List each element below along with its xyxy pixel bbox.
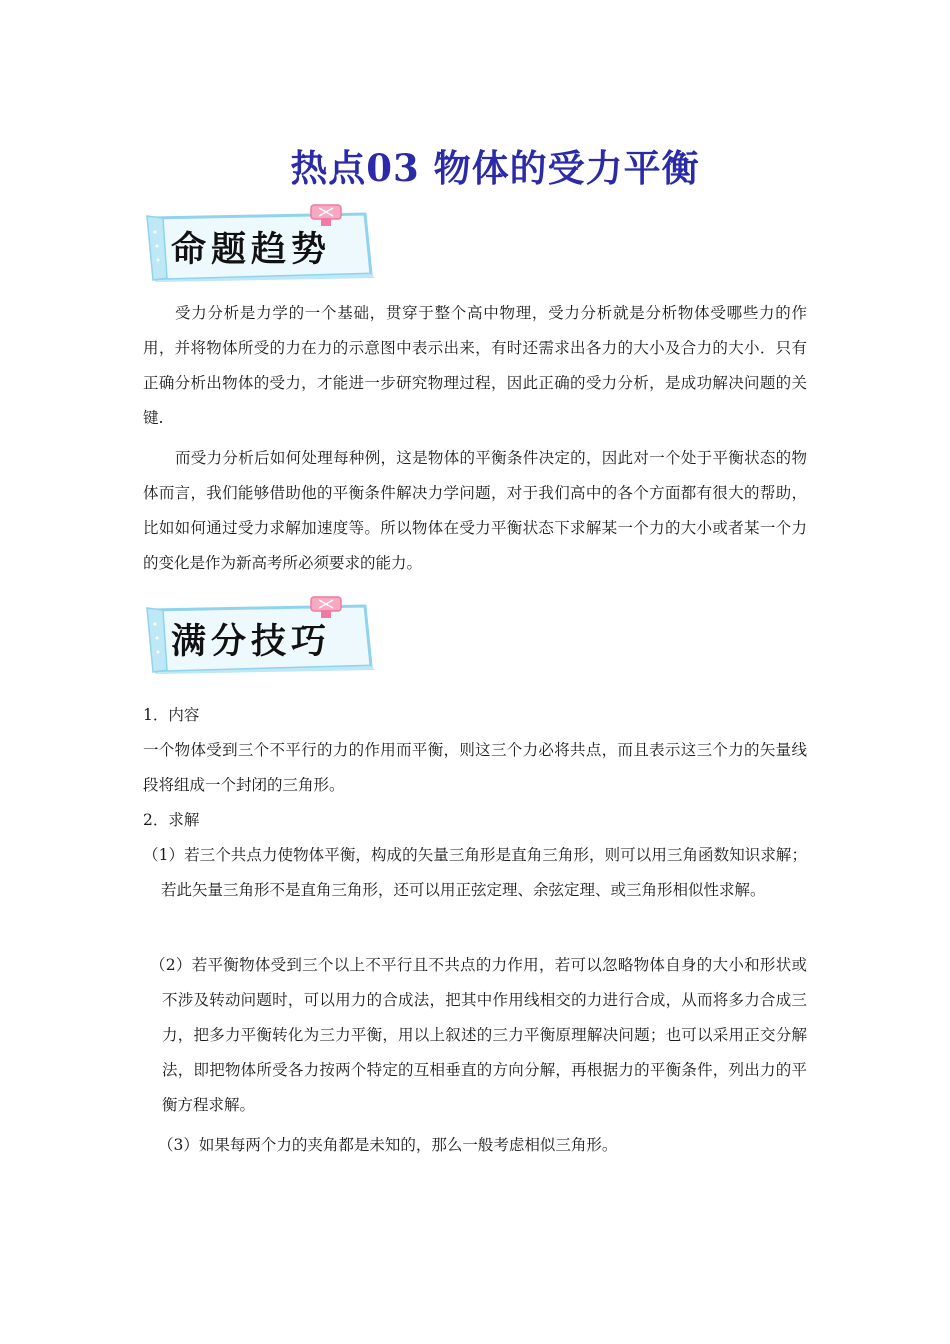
solve-item-2: （2）若平衡物体受到三个以上不平行且不共点的力作用，若可以忽略物体自身的大小和形状或不涉及转动问题时，可以用力的合成法，把其中作用线相交的力进行合成，从而将多力合成三力，把多力平衡转化为三力平衡，用以上叙述的三力平衡原理解决问题；也可以采用正交分解法，即把物体所受各力按两个特定的互相垂直的方向分解，再根据力的平衡条件，列出力的平衡方程求解。 [150, 956, 807, 1114]
subheading-solve: 2．求解 [143, 811, 200, 829]
section-banner-skills [143, 596, 377, 676]
section-heading: 命题趋势 [171, 230, 332, 270]
solve-item-3: （3）如果每两个力的夹角都是未知的，那么一般考虑相似三角形。 [158, 1136, 618, 1154]
subheading-content: 1．内容 [143, 706, 200, 724]
section-banner-trend [143, 204, 377, 284]
paragraph: 受力分析是力学的一个基础，贯穿于整个高中物理，受力分析就是分析物体受哪些力的作用，并将物体所受的力在力的示意图中表示出来，有时还需求出各力的大小及合力的大小．只有正确分析出物体的受力，才能进一步研究物理过程，因此正确的受力分析，是成功解决问题的关键. [143, 304, 807, 427]
solve-item-1: （1）若三个共点力使物体平衡，构成的矢量三角形是直角三角形，则可以用三角函数知识求解；若此矢量三角形不是直角三角形，还可以用正弦定理、余弦定理、或三角形相似性求解。 [143, 846, 807, 899]
paragraph: 而受力分析后如何处理每种例，这是物体的平衡条件决定的，因此对一个处于平衡状态的物体而言，我们能够借助他的平衡条件解决力学问题，对于我们高中的各个方面都有很大的帮助，比如如何通过受力求解加速度等。所以物体在受力平衡状态下求解某一个力的大小或者某一个力的变化是作为新高考所必须要求的能力。 [143, 449, 807, 572]
section-heading: 满分技巧 [171, 622, 332, 662]
content-text: 一个物体受到三个不平行的力的作用而平衡，则这三个力必将共点，而且表示这三个力的矢量线段将组成一个封闭的三角形。 [143, 741, 807, 794]
page-title: 热点03 物体的受力平衡 [290, 146, 700, 190]
